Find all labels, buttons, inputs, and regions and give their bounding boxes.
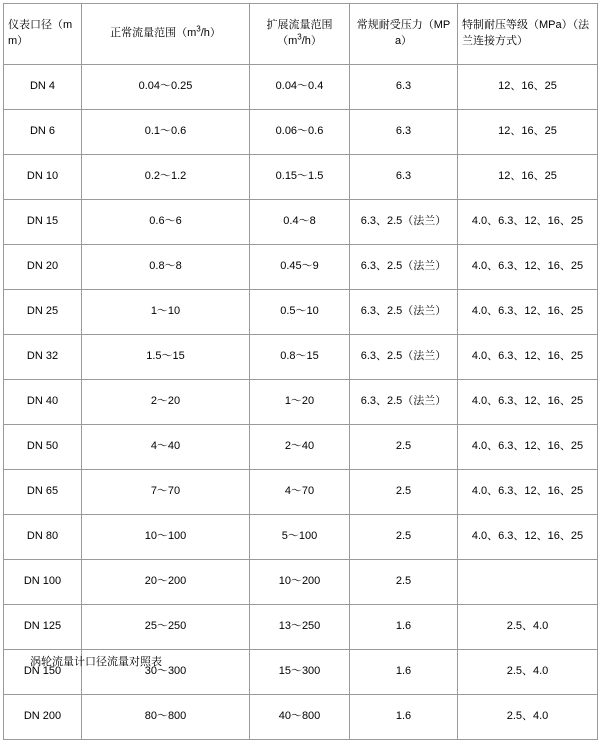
cell-extended-range: 40～800 xyxy=(250,695,350,740)
cell-diameter: DN 150 xyxy=(4,650,82,695)
cell-pressure: 1.6 xyxy=(350,650,458,695)
table-row xyxy=(4,200,598,245)
table-body xyxy=(4,65,598,740)
cell-special-pressure xyxy=(458,560,598,605)
header-extended-post: /h） xyxy=(301,35,322,47)
cell-normal-range: 7～70 xyxy=(82,470,250,515)
cell-diameter: DN 32 xyxy=(4,335,82,380)
cell-extended-range: 0.06～0.6 xyxy=(250,110,350,155)
cell-diameter: DN 20 xyxy=(4,245,82,290)
cell-special-pressure: 12、16、25 xyxy=(458,65,598,110)
cell-normal-range: 1～10 xyxy=(82,290,250,335)
cell-diameter: DN 6 xyxy=(4,110,82,155)
cell-special-pressure: 2.5、4.0 xyxy=(458,605,598,650)
header-cell-pressure xyxy=(350,4,458,65)
cell-extended-range: 0.8～15 xyxy=(250,335,350,380)
cell-pressure: 6.3、2.5（法兰） xyxy=(350,335,458,380)
header-cell-normal-range xyxy=(82,4,250,65)
cell-normal-range: 20～200 xyxy=(82,560,250,605)
cell-pressure: 6.3、2.5（法兰） xyxy=(350,290,458,335)
cell-extended-range: 4～70 xyxy=(250,470,350,515)
cell-diameter: DN 40 xyxy=(4,380,82,425)
cell-special-pressure: 2.5、4.0 xyxy=(458,695,598,740)
table-row xyxy=(4,290,598,335)
flow-meter-spec-table xyxy=(3,3,598,740)
cell-normal-range: 0.6～6 xyxy=(82,200,250,245)
table-row xyxy=(4,380,598,425)
header-extended-sup: 3 xyxy=(297,32,302,42)
table-row xyxy=(4,515,598,560)
table-header-row xyxy=(4,4,598,65)
cell-diameter: DN 80 xyxy=(4,515,82,560)
table-row xyxy=(4,335,598,380)
cell-special-pressure: 2.5、4.0 xyxy=(458,650,598,695)
table-row xyxy=(4,605,598,650)
cell-special-pressure: 12、16、25 xyxy=(458,155,598,200)
header-pressure-line2: a） xyxy=(394,35,413,47)
cell-pressure: 6.3 xyxy=(350,65,458,110)
table-row xyxy=(4,110,598,155)
cell-special-pressure: 4.0、6.3、12、16、25 xyxy=(458,200,598,245)
cell-diameter: DN 4 xyxy=(4,65,82,110)
cell-pressure: 6.3 xyxy=(350,155,458,200)
cell-pressure: 2.5 xyxy=(350,515,458,560)
cell-normal-range: 30～300 xyxy=(82,650,250,695)
cell-pressure: 2.5 xyxy=(350,425,458,470)
header-normal-post: /h） xyxy=(200,27,221,40)
cell-diameter: DN 200 xyxy=(4,695,82,740)
table-row xyxy=(4,425,598,470)
header-normal-pre: 正常流量范围（m xyxy=(110,27,197,40)
cell-pressure: 6.3、2.5（法兰） xyxy=(350,380,458,425)
table-row xyxy=(4,470,598,515)
header-cell-diameter xyxy=(4,4,82,65)
cell-diameter: DN 100 xyxy=(4,560,82,605)
header-special-line2: 兰连接方式） xyxy=(462,35,528,47)
cell-normal-range: 4～40 xyxy=(82,425,250,470)
cell-extended-range: 0.15～1.5 xyxy=(250,155,350,200)
cell-normal-range: 25～250 xyxy=(82,605,250,650)
cell-extended-range: 1～20 xyxy=(250,380,350,425)
cell-extended-range: 0.5～10 xyxy=(250,290,350,335)
table-row xyxy=(4,155,598,200)
table-row xyxy=(4,65,598,110)
header-normal-sup: 3 xyxy=(196,24,201,34)
cell-diameter: DN 10 xyxy=(4,155,82,200)
cell-special-pressure: 4.0、6.3、12、16、25 xyxy=(458,290,598,335)
cell-pressure: 1.6 xyxy=(350,605,458,650)
table-row xyxy=(4,245,598,290)
table-row xyxy=(4,560,598,605)
header-special-line1: 特制耐压等级（MPa）（法 xyxy=(462,19,590,32)
cell-pressure: 6.3 xyxy=(350,110,458,155)
cell-extended-range: 10～200 xyxy=(250,560,350,605)
cell-special-pressure: 4.0、6.3、12、16、25 xyxy=(458,380,598,425)
header-extended-pre: 扩展流量范围（m xyxy=(266,19,333,47)
cell-pressure: 2.5 xyxy=(350,470,458,515)
cell-diameter: DN 125 xyxy=(4,605,82,650)
cell-extended-range: 0.4～8 xyxy=(250,200,350,245)
table-header xyxy=(4,4,598,65)
header-diameter-line1: 仪表口径（m xyxy=(8,19,73,32)
cell-extended-range: 15～300 xyxy=(250,650,350,695)
cell-normal-range: 10～100 xyxy=(82,515,250,560)
cell-pressure: 6.3、2.5（法兰） xyxy=(350,245,458,290)
cell-pressure: 2.5 xyxy=(350,560,458,605)
cell-pressure: 1.6 xyxy=(350,695,458,740)
header-cell-special-pressure xyxy=(458,4,598,65)
cell-normal-range: 1.5～15 xyxy=(82,335,250,380)
cell-pressure: 6.3、2.5（法兰） xyxy=(350,200,458,245)
cell-normal-range: 2～20 xyxy=(82,380,250,425)
header-cell-extended-range xyxy=(250,4,350,65)
cell-extended-range: 5～100 xyxy=(250,515,350,560)
header-pressure-line1: 常规耐受压力（MP xyxy=(356,19,451,32)
cell-diameter: DN 50 xyxy=(4,425,82,470)
cell-extended-range: 2～40 xyxy=(250,425,350,470)
cell-normal-range: 80～800 xyxy=(82,695,250,740)
cell-special-pressure: 4.0、6.3、12、16、25 xyxy=(458,335,598,380)
cell-extended-range: 0.45～9 xyxy=(250,245,350,290)
cell-normal-range: 0.1～0.6 xyxy=(82,110,250,155)
spec-sheet xyxy=(0,3,600,723)
cell-normal-range: 0.8～8 xyxy=(82,245,250,290)
cell-diameter: DN 65 xyxy=(4,470,82,515)
cell-diameter: DN 15 xyxy=(4,200,82,245)
cell-special-pressure: 4.0、6.3、12、16、25 xyxy=(458,515,598,560)
cell-special-pressure: 4.0、6.3、12、16、25 xyxy=(458,470,598,515)
cell-special-pressure: 12、16、25 xyxy=(458,110,598,155)
cell-diameter: DN 25 xyxy=(4,290,82,335)
header-diameter-line2: m） xyxy=(8,35,29,47)
cell-normal-range: 0.2～1.2 xyxy=(82,155,250,200)
cell-extended-range: 13～250 xyxy=(250,605,350,650)
cell-normal-range: 0.04～0.25 xyxy=(82,65,250,110)
cell-special-pressure: 4.0、6.3、12、16、25 xyxy=(458,245,598,290)
footer-caption: 涡轮流量计口径流量对照表 xyxy=(30,656,162,668)
cell-extended-range: 0.04～0.4 xyxy=(250,65,350,110)
cell-special-pressure: 4.0、6.3、12、16、25 xyxy=(458,425,598,470)
table-row xyxy=(4,695,598,740)
